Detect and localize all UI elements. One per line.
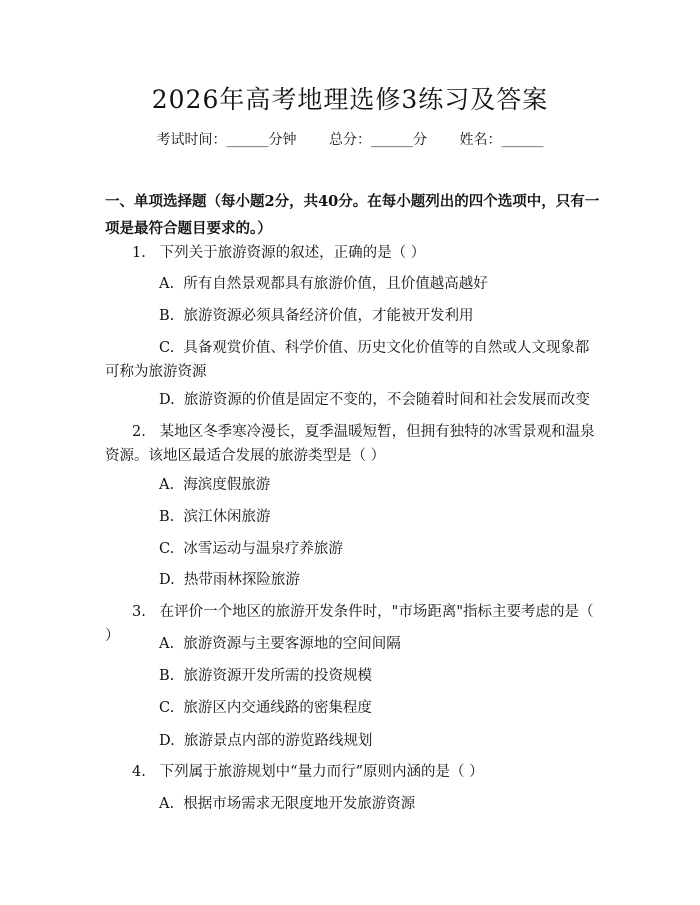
page-title: 2026年高考地理选修3练习及答案	[151, 85, 549, 114]
question-1-option-c: C. 具备观赏价值、科学价值、历史文化价值等的自然或人文现象都可称为旅游资源	[105, 340, 590, 380]
question-3-option-a: A. 旅游资源与主要客源地的空间间隔	[159, 636, 401, 652]
question-4-option-a: A. 根据市场需求无限度地开发旅游资源	[159, 796, 416, 812]
question-3-option-c: C. 旅游区内交通线路的密集程度	[159, 700, 372, 716]
question-2-option-d: D. 热带雨林探险旅游	[159, 572, 300, 588]
question-2-stem: 2. 某地区冬季寒冷漫长，夏季温暖短暂，但拥有独特的冰雪景观和温泉资源。该地区最适合发展的旅游类型是（ ）	[105, 424, 595, 464]
question-1-option-a: A. 所有自然景观都具有旅游价值，且价值越高越好	[159, 276, 488, 292]
question-1-stem: 1. 下列关于旅游资源的叙述，正确的是（ ）	[132, 245, 426, 261]
question-4-stem: 4. 下列属于旅游规划中“量力而行”原则内涵的是（ ）	[132, 764, 484, 780]
question-2-option-a: A. 海滨度假旅游	[159, 477, 271, 493]
question-1-option-d: D. 旅游资源的价值是固定不变的，不会随着时间和社会发展而改变	[159, 392, 590, 408]
question-2-option-c: C. 冰雪运动与温泉疗养旅游	[159, 541, 343, 557]
total-score-field: 总分：______分	[329, 132, 427, 148]
question-3-stem: 3. 在评价一个地区的旅游开发条件时，"市场距离"指标主要考虑的是（ ）	[105, 604, 594, 644]
exam-info-line	[0, 129, 700, 151]
question-1-option-b: B. 旅游资源必须具备经济价值，才能被开发利用	[159, 308, 474, 324]
question-3-option-d: D. 旅游景点内部的游览路线规划	[159, 733, 373, 749]
exam-time-field: 考试时间：______分钟	[156, 132, 297, 148]
student-name-field: 姓名：______	[459, 132, 544, 148]
question-2-option-b: B. 滨江休闲旅游	[159, 509, 271, 525]
question-3-option-b: B. 旅游资源开发所需的投资规模	[159, 668, 372, 684]
section-heading: 一、单项选择题（每小题2分，共40分。在每小题列出的四个选项中，只有一项是最符合题目要求的。）	[105, 193, 600, 237]
